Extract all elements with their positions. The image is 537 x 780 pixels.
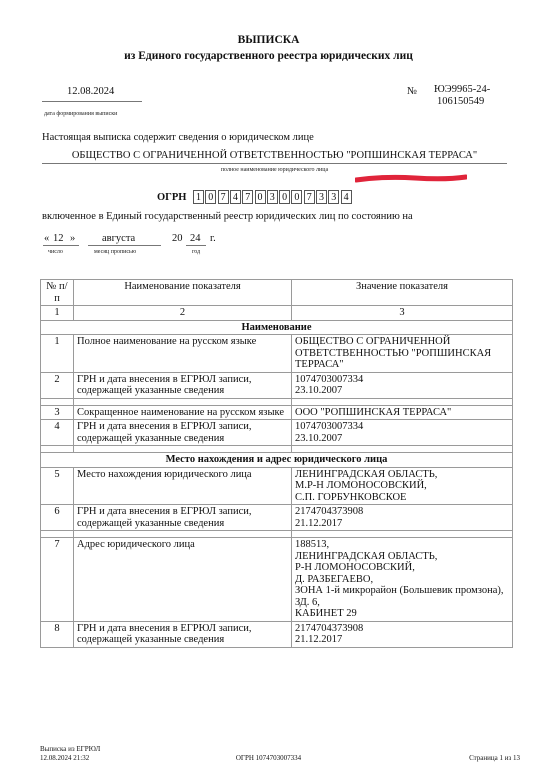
row-number: 3 (41, 405, 74, 420)
document-subtitle: из Единого государственного реестра юридических лиц (124, 50, 413, 62)
row-value (292, 505, 513, 531)
date-close-quote: » (70, 233, 76, 244)
column-number-row (41, 306, 513, 321)
grn-number: 1074703007334 (295, 421, 364, 432)
row-number: 2 (41, 372, 74, 398)
row-label: ГРН и дата внесения в ЕГРЮЛ записи, содержащей указанные сведения (74, 372, 292, 398)
table-row (41, 467, 513, 505)
address-line: Р-Н ЛОМОНОСОВСКИЙ, (295, 562, 415, 573)
redaction-mark (355, 174, 467, 184)
address-line: Д. РАЗБЕГАЕВО, (295, 573, 374, 585)
state-day: 12 (53, 233, 64, 244)
address-line: ЗОНА 1-й микрорайон (Большевик промзона), (295, 585, 504, 596)
ogrn-digit: 0 (291, 190, 302, 204)
section-title-name: Наименование (41, 320, 513, 335)
ogrn-digit: 7 (242, 190, 253, 204)
row-value (292, 372, 513, 398)
spacer-row (41, 531, 513, 538)
year-suffix: 24 (190, 233, 201, 244)
row-number: 6 (41, 505, 74, 531)
row-number: 8 (41, 621, 74, 647)
caption-day: число (48, 249, 63, 255)
table-header-row (41, 280, 513, 306)
footer-timestamp: 12.08.2024 21:32 (40, 754, 90, 762)
table-row (41, 372, 513, 398)
year-underline (186, 245, 206, 246)
location-line: М.Р-Н ЛОМОНОСОВСКИЙ, (295, 480, 427, 491)
ogrn-digit: 0 (205, 190, 216, 204)
company-full-name: ОБЩЕСТВО С ОГРАНИЧЕННОЙ ОТВЕТСТВЕННОСТЬЮ "РОПШИНСКАЯ ТЕРРАСА" (71, 150, 478, 161)
column-number: 3 (292, 306, 513, 321)
table-row (41, 405, 513, 420)
column-number: 2 (74, 306, 292, 321)
year-prefix: 20 (172, 233, 183, 244)
grn-number: 2174704373908 (295, 622, 364, 634)
table-row (41, 621, 513, 647)
ogrn-digit-boxes (193, 190, 353, 204)
footer-page-number: Страница 1 из 13 (469, 754, 520, 762)
formation-date: 12.08.2024 (67, 86, 115, 97)
ogrn-digit: 3 (316, 190, 327, 204)
date-underline (42, 101, 142, 102)
table-row (41, 538, 513, 622)
ogrn-label: ОГРН (157, 192, 187, 203)
row-number: 7 (41, 538, 74, 622)
address-line: 188513, (295, 539, 330, 550)
row-label: Место нахождения юридического лица (74, 467, 292, 505)
day-underline (43, 245, 79, 246)
grn-number: 1074703007334 (295, 373, 364, 385)
ogrn-digit: 1 (193, 190, 204, 204)
date-open-quote: « (44, 233, 50, 244)
ogrn-digit: 7 (304, 190, 315, 204)
table-row (41, 335, 513, 373)
included-text: включенное в Единый государственный реестр юридических лиц по состоянию на (42, 211, 413, 222)
spacer-row (41, 398, 513, 405)
table-row (41, 505, 513, 531)
document-title: ВЫПИСКА (237, 34, 300, 46)
row-number: 4 (41, 420, 74, 446)
company-caption: полное наименование юридического лица (220, 167, 329, 173)
ogrn-digit: 3 (328, 190, 339, 204)
row-label: Адрес юридического лица (74, 538, 292, 622)
address-line: ЛЕНИНГРАДСКАЯ ОБЛАСТЬ, (295, 550, 438, 562)
footer-ogrn: ОГРН 1074703007334 (235, 754, 302, 762)
state-month: августа (102, 233, 136, 244)
ogrn-digit: 0 (279, 190, 290, 204)
row-number: 5 (41, 467, 74, 505)
grn-date: 21.12.2017 (295, 517, 343, 529)
header-cell-indicator: Наименование показателя (74, 280, 292, 306)
spacer-row (41, 446, 513, 453)
location-line: С.П. ГОРБУНКОВСКОЕ (295, 491, 407, 503)
row-value (292, 621, 513, 647)
row-value (292, 538, 513, 622)
ogrn-digit: 3 (267, 190, 278, 204)
register-table (40, 279, 513, 648)
extract-number-line2: 106150549 (437, 96, 485, 107)
year-unit: г. (210, 233, 216, 244)
header-cell-number: № п/п (41, 280, 74, 306)
row-label: Сокращенное наименование на русском языке (74, 405, 292, 420)
section-row-address (41, 453, 513, 468)
location-line: ЛЕНИНГРАДСКАЯ ОБЛАСТЬ, (295, 468, 438, 480)
ogrn-digit: 4 (341, 190, 352, 204)
row-number: 1 (41, 335, 74, 373)
grn-date: 23.10.2007 (295, 385, 343, 396)
table-row (41, 420, 513, 446)
extract-number-line1: ЮЭ9965-24- (434, 84, 491, 95)
row-value: ООО "РОПШИНСКАЯ ТЕРРАСА" (292, 405, 513, 420)
ogrn-digit: 4 (230, 190, 241, 204)
caption-year: год (192, 249, 201, 255)
row-value: ОБЩЕСТВО С ОГРАНИЧЕННОЙ ОТВЕТСТВЕННОСТЬЮ "РОПШИНСКАЯ ТЕРРАСА" (292, 335, 513, 373)
row-value (292, 420, 513, 446)
address-line: КАБИНЕТ 29 (295, 608, 357, 619)
date-caption: дата формирования выписки (44, 111, 118, 117)
section-row-name (41, 320, 513, 335)
ogrn-digit: 7 (218, 190, 229, 204)
footer-source: Выписка из ЕГРЮЛ (40, 745, 101, 753)
row-value (292, 467, 513, 505)
month-underline (88, 245, 161, 246)
row-label: Полное наименование на русском языке (74, 335, 292, 373)
row-label: ГРН и дата внесения в ЕГРЮЛ записи, содержащей указанные сведения (74, 420, 292, 446)
ogrn-digit: 0 (255, 190, 266, 204)
header-cell-value: Значение показателя (292, 280, 513, 306)
number-sign: № (407, 86, 418, 97)
column-number: 1 (41, 306, 74, 321)
address-line: ЗД. 6, (295, 596, 320, 608)
row-label: ГРН и дата внесения в ЕГРЮЛ записи, содержащей указанные сведения (74, 505, 292, 531)
row-label: ГРН и дата внесения в ЕГРЮЛ записи, содержащей указанные сведения (74, 621, 292, 647)
grn-date: 23.10.2007 (295, 432, 343, 444)
grn-number: 2174704373908 (295, 506, 364, 517)
company-underline (42, 163, 507, 164)
section-title-address: Место нахождения и адрес юридического лица (41, 453, 513, 468)
intro-text: Настоящая выписка содержит сведения о юридическом лице (42, 132, 314, 143)
grn-date: 21.12.2017 (295, 634, 343, 645)
caption-month: месяц прописью (94, 249, 137, 255)
